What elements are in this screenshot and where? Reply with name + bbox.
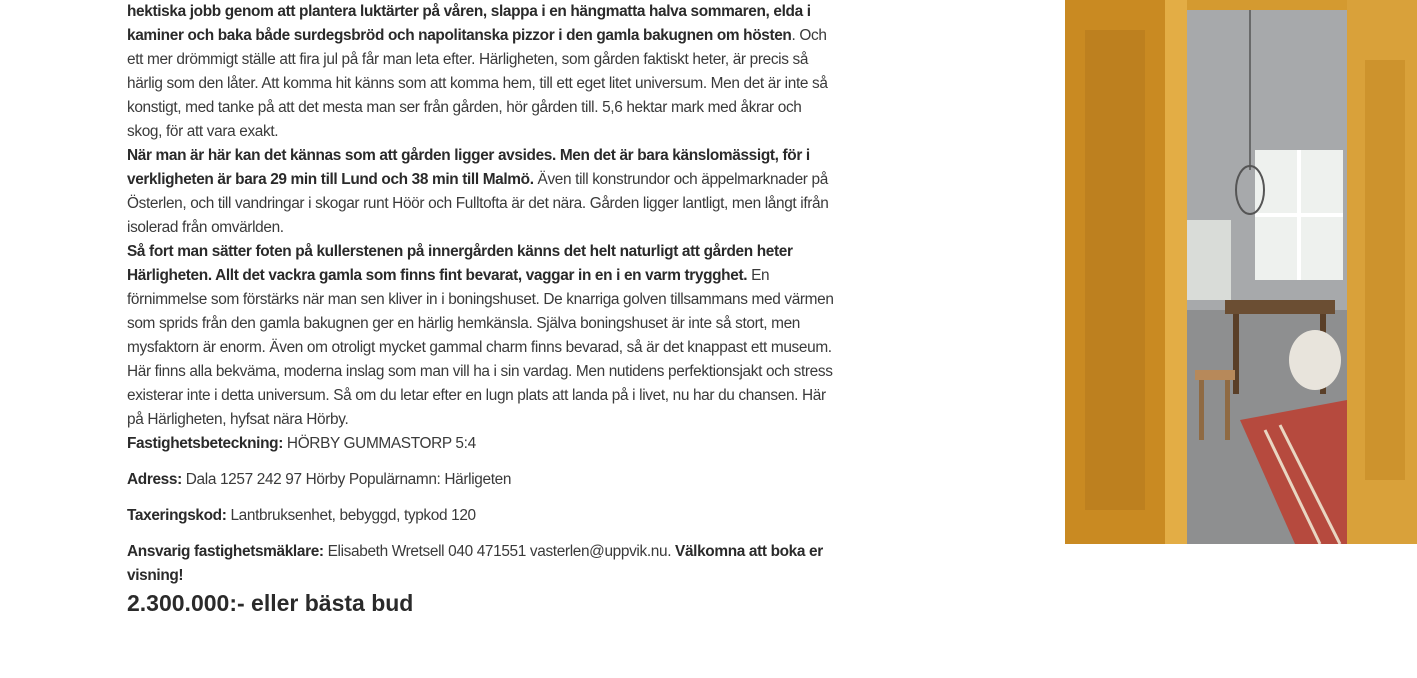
designation-value: HÖRBY GUMMASTORP 5:4: [283, 435, 476, 452]
intro-bold: hektiska jobb genom att plantera luktärter på våren, slappa i en hängmatta halva sommaren, elda i kaminer och baka både surdegsbröd och napolitanska pizzor i den gamla bakugnen om hösten: [127, 3, 811, 44]
responsible-agent: [127, 540, 839, 588]
price: 2.300.000:- eller bästa bud: [127, 590, 414, 616]
property-designation: [127, 432, 839, 456]
property-address: [127, 468, 839, 492]
location-paragraph: [127, 144, 839, 240]
agent-value: Elisabeth Wretsell 040 471551 vasterlen@uppvik.nu.: [323, 543, 676, 560]
location-bold: När man är här kan det kännas som att gården ligger avsides. Men det är bara känslomässigt, för i verkligheten är bara 29 min till Lund och 38 min till Malmö.: [127, 147, 810, 188]
description-paragraph: [127, 240, 839, 432]
interior-photo: [1065, 0, 1417, 544]
description-bold: Så fort man sätter foten på kullerstenen på innergården känns det helt naturligt att gården heter Härligheten. Allt det vackra gamla som finns fint bevarat, vaggar in en i en varm trygghet.: [127, 243, 793, 284]
tax-label: Taxeringskod:: [127, 507, 227, 524]
intro-paragraph: [127, 0, 839, 144]
designation-label: Fastighetsbeteckning:: [127, 435, 283, 452]
interior-photo-icon: [1065, 0, 1417, 544]
tax-code: [127, 504, 839, 528]
description-text: En förnimmelse som förstärks när man sen kliver in i boningshuset. De knarriga golven tillsammans med värmen som sprids från den gamla bakugnen ger en härlig hemkänsla. Själva boningshuset är inte så stort, men mysfaktorn är enorm. Även om otroligt mycket gammal charm finns bevarad, så är det knappast ett museum. Här finns alla bekväma, moderna inslag som man vill ha i sin vardag. Men nutidens perfektionsjakt och stress existerar inte i detta universum. Så om du letar efter en lugn plats att landa på i livet, nu har du chansen. Här på Härligheten, hyfsat nära Hörby.: [127, 267, 834, 428]
address-value: Dala 1257 242 97 Hörby Populärnamn: Härligeten: [181, 471, 512, 488]
location-text: Även till konstrundor och äppelmarknader på Österlen, och till vandringar i skogar runt Höör och Fulltofta är det nära. Gården ligger lantligt, men långt ifrån isolerad från omvärlden.: [127, 171, 829, 236]
agent-label: Ansvarig fastighetsmäklare:: [127, 543, 324, 560]
listing-article: [127, 0, 839, 618]
intro-text: . Och ett mer drömmigt ställe att fira jul på får man leta efter. Härligheten, som gården faktiskt heter, är precis så härlig som den låter. Att komma hit känns som att komma hem, till ett eget litet universum. Men det är inte så konstigt, med tanke på att det mesta man ser från gården, hör gården till. 5,6 hektar mark med åkrar och skog, för att vara exakt.: [127, 27, 828, 140]
welcome-text: Välkomna att boka er visning!: [127, 543, 823, 584]
address-label: Adress:: [127, 471, 182, 488]
tax-value: Lantbruksenhet, bebyggd, typkod 120: [226, 507, 476, 524]
